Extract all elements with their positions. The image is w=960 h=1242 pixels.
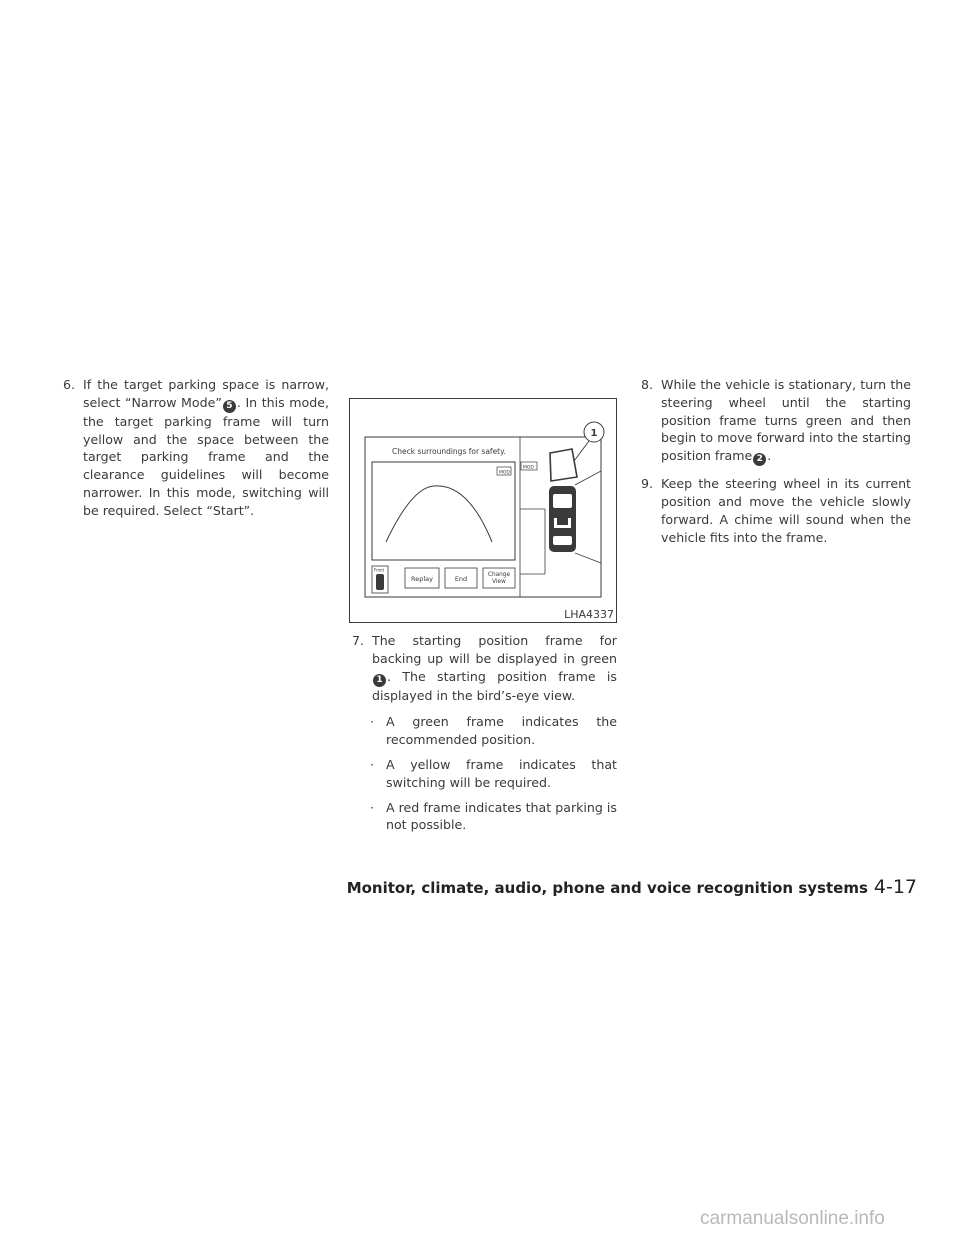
column-left xyxy=(63,376,329,529)
step-text-cont: . In this mode, the target parking frame will turn yellow and the space between the target parking frame and the clearance guidelines will become narrower. In this mode, switching will be required. Select “Start”. xyxy=(83,394,329,518)
callout-leader xyxy=(574,441,589,461)
bullet-item xyxy=(366,756,617,792)
rear-camera-view xyxy=(372,462,515,560)
front-indicator-car xyxy=(376,574,384,590)
step-text: While the vehicle is stationary, turn the steering wheel until the starting position frame turns green and then begin to move forward into the starting position frame xyxy=(661,377,911,464)
vehicle-sunroof xyxy=(557,518,568,525)
callout-ref-badge: 2 xyxy=(753,453,766,466)
replay-button-label: Replay xyxy=(411,575,433,583)
mod-badge-left-text: MOD xyxy=(499,470,510,476)
step-number: 8. xyxy=(641,377,654,392)
step-text-cont: . xyxy=(767,448,772,464)
page-footer xyxy=(0,876,917,898)
parking-screen-illustration xyxy=(350,399,616,622)
section-title: Monitor, climate, audio, phone and voice recognition systems xyxy=(346,879,868,897)
screen-message: Check surroundings for safety. xyxy=(392,447,506,456)
bullet-item xyxy=(366,713,617,749)
side-guide-bottom xyxy=(575,553,601,563)
vehicle-windshield xyxy=(553,494,572,508)
end-button-label: End xyxy=(454,575,468,583)
callout-number: 1 xyxy=(590,428,598,439)
column-middle xyxy=(352,632,617,834)
step-text: Keep the steering wheel in its current position and move the vehicle slowly forward. A chime will sound when the vehicle fits into the frame. xyxy=(661,476,911,545)
vehicle-rear-window xyxy=(553,536,572,545)
column-right xyxy=(641,376,911,555)
step-text: The starting position frame for backing up will be displayed in green xyxy=(372,633,617,666)
step-7 xyxy=(352,632,617,704)
change-view-button[interactable] xyxy=(483,568,515,588)
step-text-cont: . The starting position frame is displayed in the bird’s-eye view. xyxy=(372,668,617,703)
step-number: 7. xyxy=(352,633,365,648)
step-text: If the target parking space is narrow, select “Narrow Mode” xyxy=(83,377,329,410)
callout-ref-badge: 1 xyxy=(373,674,386,687)
bullet-text: A red frame indicates that parking is not possible. xyxy=(386,799,617,833)
guide-line-left xyxy=(386,486,434,542)
step-6 xyxy=(63,376,329,520)
change-view-label: Change View xyxy=(487,572,511,585)
watermark[interactable]: carmanualsonline.info xyxy=(700,1208,885,1229)
bullet-text: A yellow frame indicates that switching will be required. xyxy=(386,756,617,790)
figure-code: LHA4337 xyxy=(564,608,614,621)
bullet-mark: · xyxy=(370,714,375,730)
page-number: 4-17 xyxy=(873,876,917,898)
step-8 xyxy=(641,376,911,466)
step-9 xyxy=(641,475,911,546)
starting-position-frame xyxy=(550,449,577,481)
bullet-text: A green frame indicates the recommended position. xyxy=(386,714,617,748)
bullet-mark: · xyxy=(370,756,375,772)
step-number: 6. xyxy=(63,377,76,392)
guide-line-right xyxy=(434,486,492,542)
side-guide-top xyxy=(575,471,601,485)
front-indicator-label: Front xyxy=(374,567,385,573)
parking-screen-figure xyxy=(349,398,617,623)
step-number: 9. xyxy=(641,476,654,492)
callout-ref-badge: 5 xyxy=(223,400,236,413)
bullet-mark: · xyxy=(370,799,375,815)
mod-badge-right-text: MOD xyxy=(523,465,534,471)
bullet-item xyxy=(366,799,617,835)
